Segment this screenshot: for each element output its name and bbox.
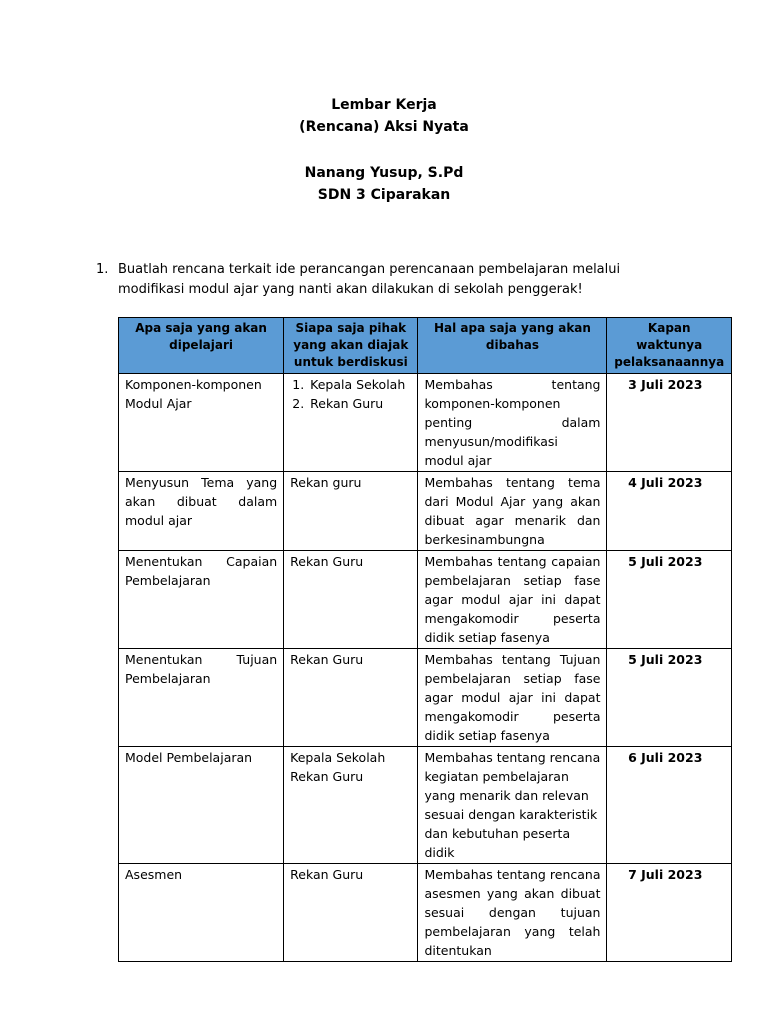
cell-topic: Komponen-komponen Modul Ajar <box>119 374 284 472</box>
cell-date: 7 Juli 2023 <box>607 864 732 962</box>
cell-who: Rekan Guru <box>284 551 418 649</box>
table-row <box>119 551 732 649</box>
cell-topic: Menyusun Tema yang akan dibuat dalam modul ajar <box>119 472 284 551</box>
cell-topic: Model Pembelajaran <box>119 747 284 864</box>
header-date: Kapan waktunya pelaksanaannya <box>607 318 732 374</box>
author-name: Nanang Yusup, S.Pd <box>304 165 464 181</box>
table-row <box>119 472 732 551</box>
cell-date: 6 Juli 2023 <box>607 747 732 864</box>
list-item: 2. Rekan Guru <box>308 394 411 413</box>
cell-who: Rekan guru <box>284 472 418 551</box>
cell-who: Rekan Guru <box>284 649 418 747</box>
instruction-number: 1. <box>96 262 109 277</box>
cell-topic: Menentukan Tujuan Pembelajaran <box>119 649 284 747</box>
doc-title: Lembar Kerja <box>331 97 437 113</box>
cell-who <box>284 374 418 472</box>
cell-date: 5 Juli 2023 <box>607 551 732 649</box>
who-list <box>290 375 411 413</box>
cell-who: Rekan Guru <box>284 864 418 962</box>
cell-date: 3 Juli 2023 <box>607 374 732 472</box>
table-header-row <box>119 318 732 374</box>
table-row <box>119 747 732 864</box>
cell-discuss: Membahas tentang komponen-komponen penting dalam menyusun/modifikasi modul ajar <box>418 374 607 472</box>
who-line: Rekan Guru <box>290 769 364 784</box>
doc-subtitle: (Rencana) Aksi Nyata <box>299 119 469 135</box>
cell-discuss: Membahas tentang tema dari Modul Ajar yang akan dibuat agar menarik dan berkesinambungna <box>418 472 607 551</box>
table-row <box>119 374 732 472</box>
cell-topic: Menentukan Capaian Pembelajaran <box>119 551 284 649</box>
header-who: Siapa saja pihak yang akan diajak untuk berdiskusi <box>284 318 418 374</box>
school-name: SDN 3 Ciparakan <box>317 187 451 203</box>
table-row <box>119 649 732 747</box>
instruction-text: Buatlah rencana terkait ide perancangan perencanaan pembelajaran melalui modifikasi modul ajar yang nanti akan dilakukan di sekolah penggerak! <box>118 262 621 297</box>
who-line: Kepala Sekolah <box>290 750 386 765</box>
cell-date: 5 Juli 2023 <box>607 649 732 747</box>
list-item: 1. Kepala Sekolah <box>308 375 411 394</box>
header-discuss: Hal apa saja yang akan dibahas <box>418 318 607 374</box>
cell-discuss: Membahas tentang rencana kegiatan pembelajaran yang menarik dan relevan sesuai dengan karakteristik dan kebutuhan peserta didik <box>418 747 607 864</box>
cell-who <box>284 747 418 864</box>
cell-discuss: Membahas tentang Tujuan pembelajaran setiap fase agar modul ajar ini dapat mengakomodir peserta didik setiap fasenya <box>418 649 607 747</box>
cell-discuss: Membahas tentang capaian pembelajaran setiap fase agar modul ajar ini dapat mengakomodir peserta didik setiap fasenya <box>418 551 607 649</box>
header-topic: Apa saja yang akan dipelajari <box>119 318 284 374</box>
action-plan-table <box>118 317 732 962</box>
cell-date: 4 Juli 2023 <box>607 472 732 551</box>
cell-discuss: Membahas tentang rencana asesmen yang akan dibuat sesuai dengan tujuan pembelajaran yang telah ditentukan <box>418 864 607 962</box>
cell-topic: Asesmen <box>119 864 284 962</box>
table-row <box>119 864 732 962</box>
